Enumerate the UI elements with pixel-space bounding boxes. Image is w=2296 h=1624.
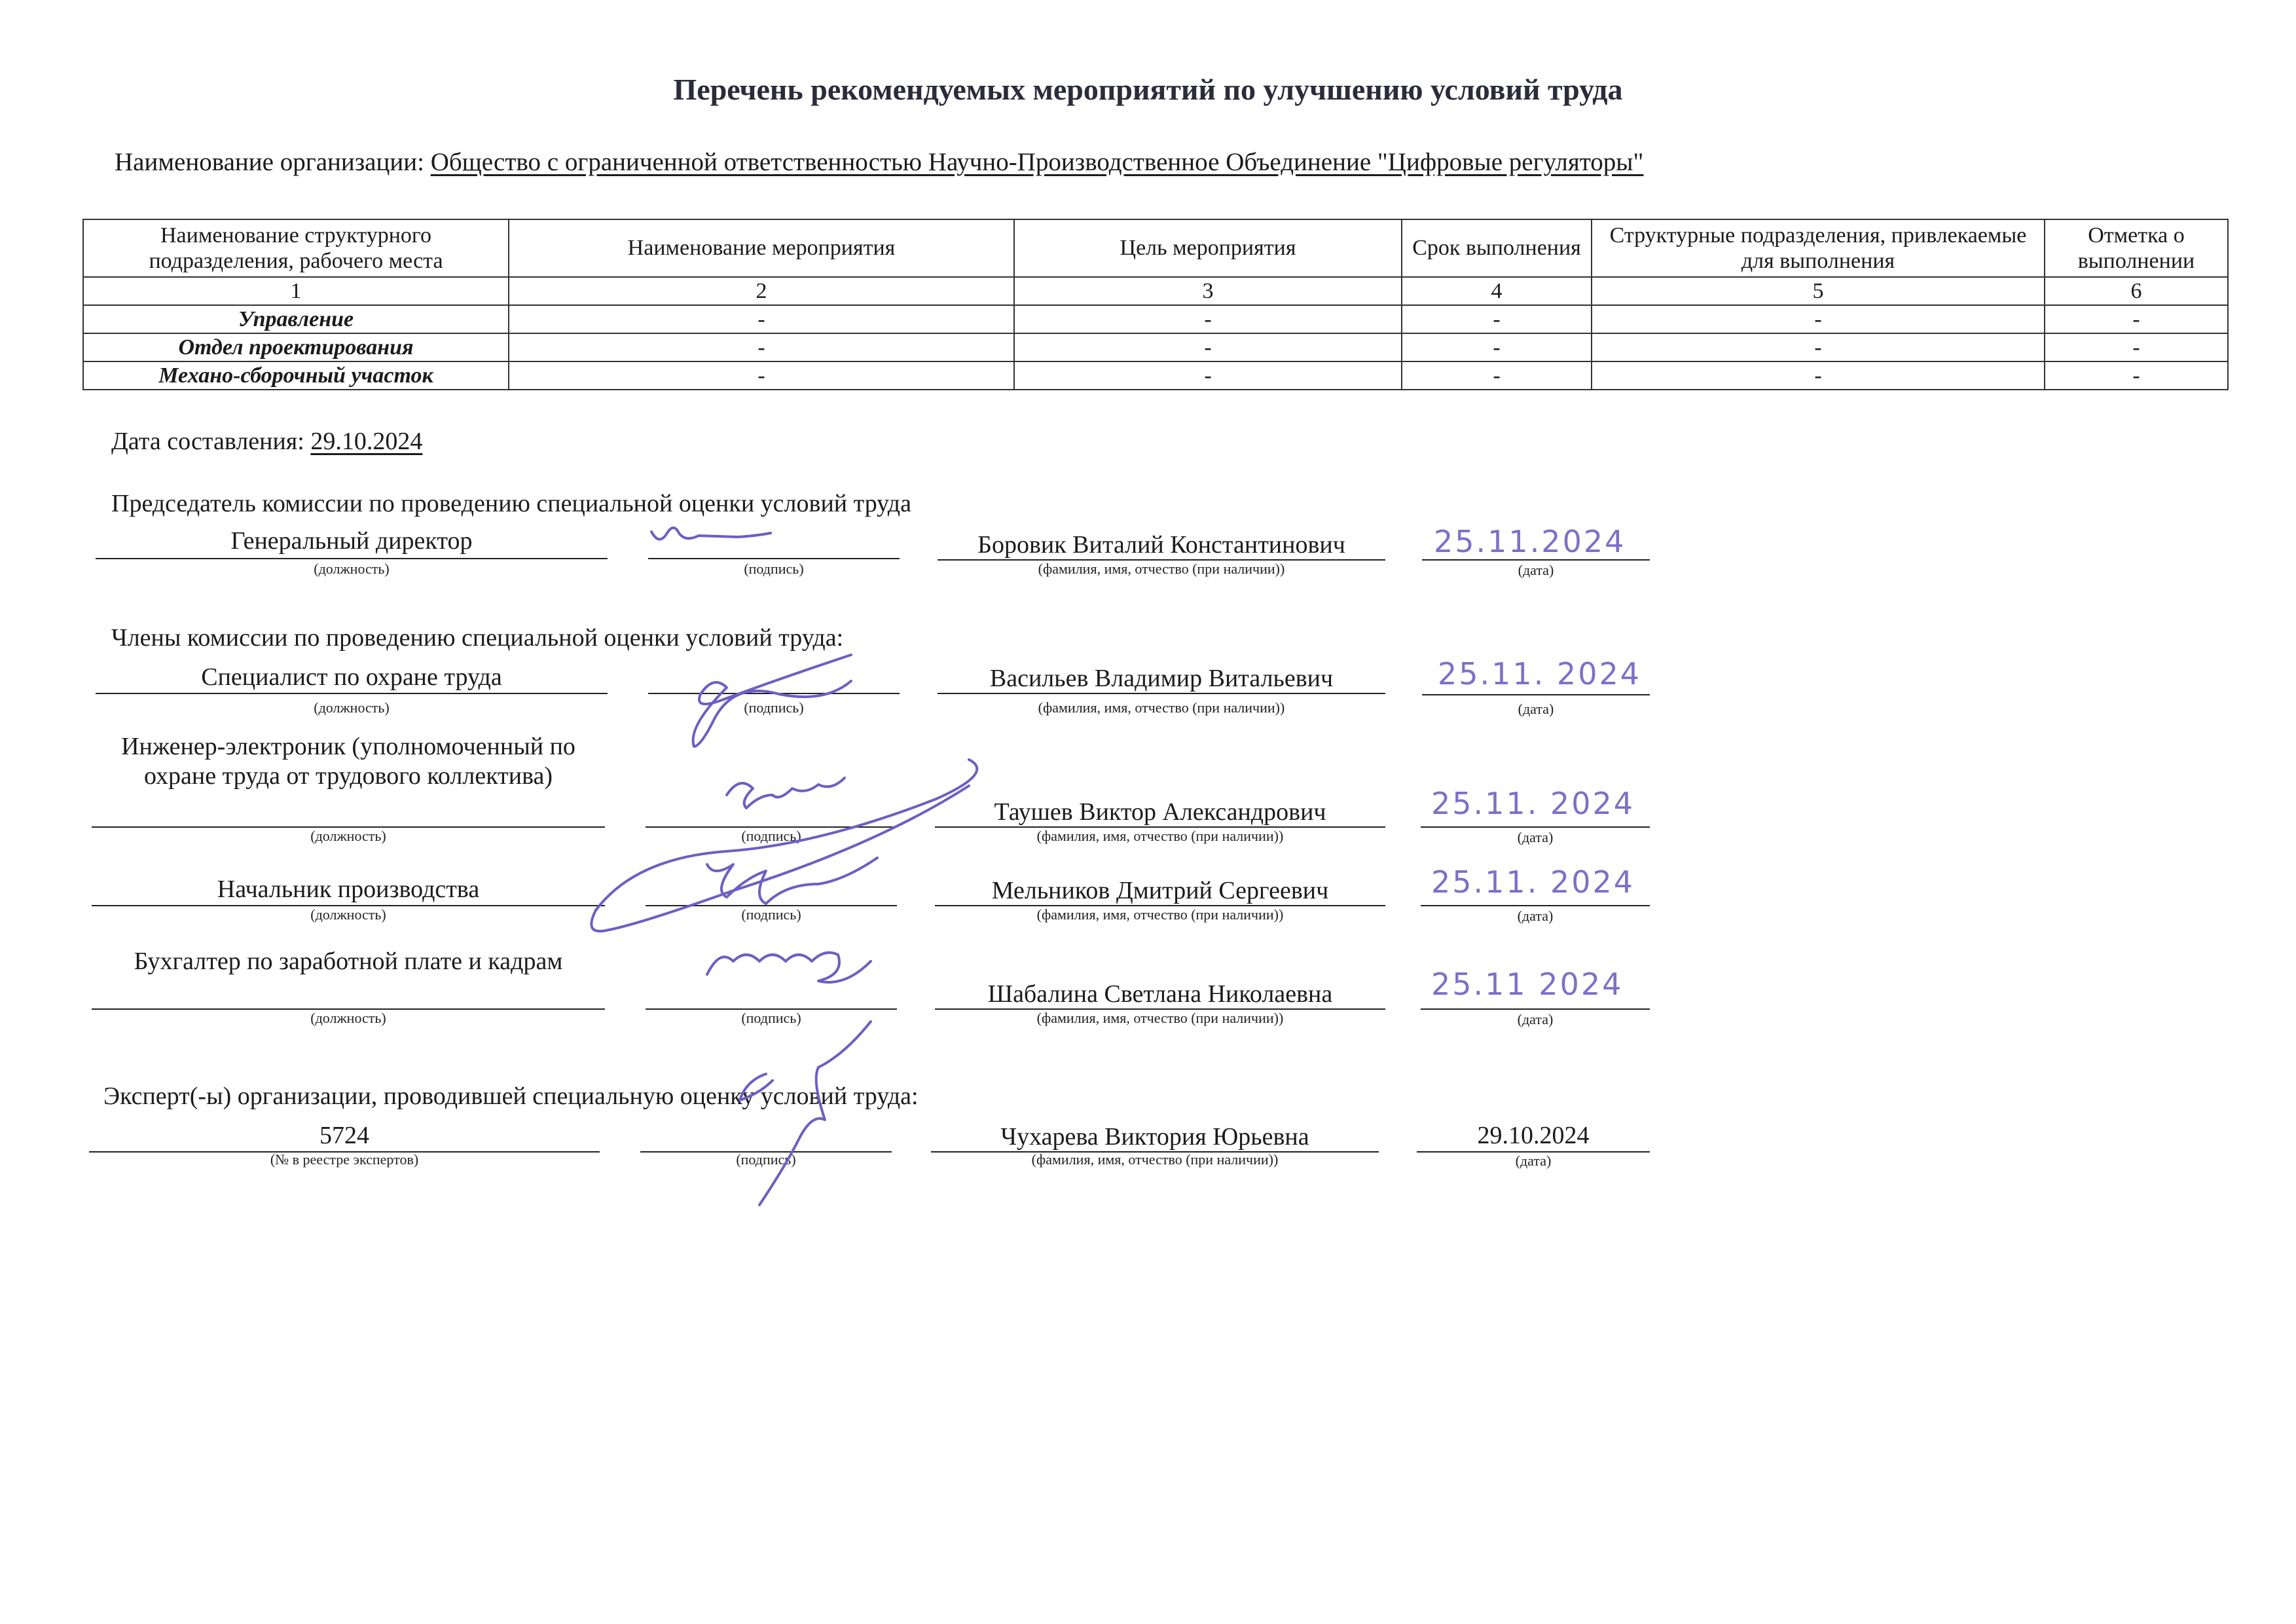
header-departments: Структурные подразделения, привлекаемые для выполнения bbox=[1592, 219, 2045, 277]
unit-name: Отдел проектирования bbox=[83, 333, 509, 361]
column-number: 1 bbox=[83, 277, 509, 305]
signature-caption: (подпись) bbox=[744, 561, 804, 577]
table-cell: - bbox=[1014, 305, 1402, 333]
expert-date: 29.10.2024 bbox=[1417, 1121, 1650, 1153]
compilation-date: 29.10.2024 bbox=[310, 428, 423, 455]
table-cell: - bbox=[2045, 333, 2228, 361]
table-cell: - bbox=[1014, 333, 1402, 361]
position-caption: (должность) bbox=[310, 1010, 386, 1026]
date-caption: (дата) bbox=[1517, 908, 1554, 924]
name-caption: (фамилия, имя, отчество (при наличии)) bbox=[1038, 561, 1285, 577]
column-number: 6 bbox=[2045, 277, 2228, 305]
chairman-signature-line bbox=[648, 526, 900, 559]
table-cell: - bbox=[2045, 361, 2228, 390]
date-caption: (дата) bbox=[1517, 1011, 1554, 1027]
member-signature-line bbox=[648, 663, 900, 694]
expert-signature-icon bbox=[740, 1022, 871, 1205]
table-cell: - bbox=[1592, 333, 2045, 361]
member-signature-line bbox=[646, 796, 897, 828]
position-caption: (должность) bbox=[310, 906, 386, 923]
table-cell: - bbox=[1592, 305, 2045, 333]
date-caption: (дата) bbox=[1518, 562, 1554, 578]
document-title: Перечень рекомендуемых мероприятий по улучшению условий труда bbox=[673, 73, 1623, 106]
name-caption: (фамилия, имя, отчество (при наличии)) bbox=[1031, 1151, 1279, 1168]
table-row bbox=[83, 305, 2228, 333]
column-number: 5 bbox=[1592, 277, 2045, 305]
expert-name: Чухарева Виктория Юрьевна bbox=[931, 1122, 1379, 1153]
unit-name: Управление bbox=[83, 305, 509, 333]
member-position: Начальник производства bbox=[92, 875, 605, 906]
compilation-date-label: Дата составления: bbox=[111, 428, 304, 455]
member-position: Специалист по охране труда bbox=[96, 663, 608, 694]
header-completion: Отметка о выполнении bbox=[2045, 219, 2228, 277]
member-date: 25.11. 2024 bbox=[1438, 656, 1641, 692]
members-heading: Члены комиссии по проведению специальной оценки условий труда: bbox=[111, 624, 844, 652]
chairman-heading: Председатель комиссии по проведению специальной оценки условий труда bbox=[111, 490, 911, 517]
member-signature-line bbox=[646, 875, 897, 906]
table-row bbox=[83, 333, 2228, 361]
signature-caption: (подпись) bbox=[741, 1010, 801, 1026]
position-caption: (должность) bbox=[310, 828, 386, 844]
organization-row bbox=[115, 147, 1643, 177]
member-signature-line bbox=[646, 978, 897, 1010]
signature-caption: (подпись) bbox=[741, 828, 801, 844]
table-cell: - bbox=[509, 361, 1014, 390]
table-cell: - bbox=[1592, 361, 2045, 390]
unit-name: Механо-сборочный участок bbox=[83, 361, 509, 390]
table-cell: - bbox=[1402, 305, 1592, 333]
date-caption: (дата) bbox=[1515, 1153, 1552, 1169]
member-date: 25.11. 2024 bbox=[1431, 864, 1635, 900]
chairman-name: Боровик Виталий Константинович bbox=[938, 530, 1385, 561]
date-caption: (дата) bbox=[1518, 701, 1554, 717]
member-name: Шабалина Светлана Николаевна bbox=[935, 980, 1385, 1010]
table-header-row bbox=[83, 219, 2228, 277]
member-position: Бухгалтер по заработной плате и кадрам bbox=[92, 947, 605, 1010]
header-deadline: Срок выполнения bbox=[1402, 219, 1592, 277]
member-name: Мельников Дмитрий Сергеевич bbox=[935, 876, 1385, 906]
table-cell: - bbox=[509, 305, 1014, 333]
position-caption: (должность) bbox=[314, 699, 390, 716]
chairman-position: Генеральный директор bbox=[96, 526, 608, 559]
table-cell: - bbox=[1402, 361, 1592, 390]
table-cell: - bbox=[1402, 333, 1592, 361]
signature-caption: (подпись) bbox=[741, 906, 801, 923]
name-caption: (фамилия, имя, отчество (при наличии)) bbox=[1036, 1010, 1284, 1026]
signature-caption: (подпись) bbox=[736, 1151, 796, 1168]
organization-name: Общество с ограниченной ответственностью Научно-Производственное Объединение "Цифровые регуляторы" bbox=[430, 148, 1644, 176]
member-date: 25.11. 2024 bbox=[1431, 786, 1635, 821]
member-name: Васильев Владимир Витальевич bbox=[938, 664, 1385, 694]
expert-signature-line bbox=[640, 1121, 892, 1153]
expert-heading: Эксперт(-ы) организации, проводившей специальную оценку условий труда: bbox=[103, 1082, 919, 1110]
expert-registry-number: 5724 bbox=[89, 1121, 600, 1153]
signature-caption: (подпись) bbox=[744, 699, 804, 716]
registry-caption: (№ в реестре экспертов) bbox=[270, 1151, 419, 1168]
member-position: Инженер-электроник (уполномоченный по охране труда от трудового коллектива) bbox=[92, 732, 605, 828]
position-caption: (должность) bbox=[314, 561, 390, 577]
member-date: 25.11 2024 bbox=[1431, 967, 1624, 1002]
name-caption: (фамилия, имя, отчество (при наличии)) bbox=[1038, 699, 1285, 716]
header-measure: Наименование мероприятия bbox=[509, 219, 1014, 277]
organization-label: Наименование организации: bbox=[115, 148, 424, 176]
table-row bbox=[83, 361, 2228, 390]
chairman-date: 25.11.2024 bbox=[1434, 524, 1626, 559]
member-name: Таушев Виктор Александрович bbox=[935, 798, 1385, 828]
column-number-row bbox=[83, 277, 2228, 305]
column-number: 2 bbox=[509, 277, 1014, 305]
table-cell: - bbox=[1014, 361, 1402, 390]
table-cell: - bbox=[2045, 305, 2228, 333]
header-goal: Цель мероприятия bbox=[1014, 219, 1402, 277]
name-caption: (фамилия, имя, отчество (при наличии)) bbox=[1036, 828, 1284, 844]
compilation-date-row bbox=[111, 427, 422, 456]
header-unit: Наименование структурного подразделения, рабочего места bbox=[83, 219, 509, 277]
table-cell: - bbox=[509, 333, 1014, 361]
measures-table bbox=[82, 219, 2229, 390]
column-number: 3 bbox=[1014, 277, 1402, 305]
date-caption: (дата) bbox=[1517, 829, 1554, 845]
name-caption: (фамилия, имя, отчество (при наличии)) bbox=[1036, 906, 1284, 923]
column-number: 4 bbox=[1402, 277, 1592, 305]
